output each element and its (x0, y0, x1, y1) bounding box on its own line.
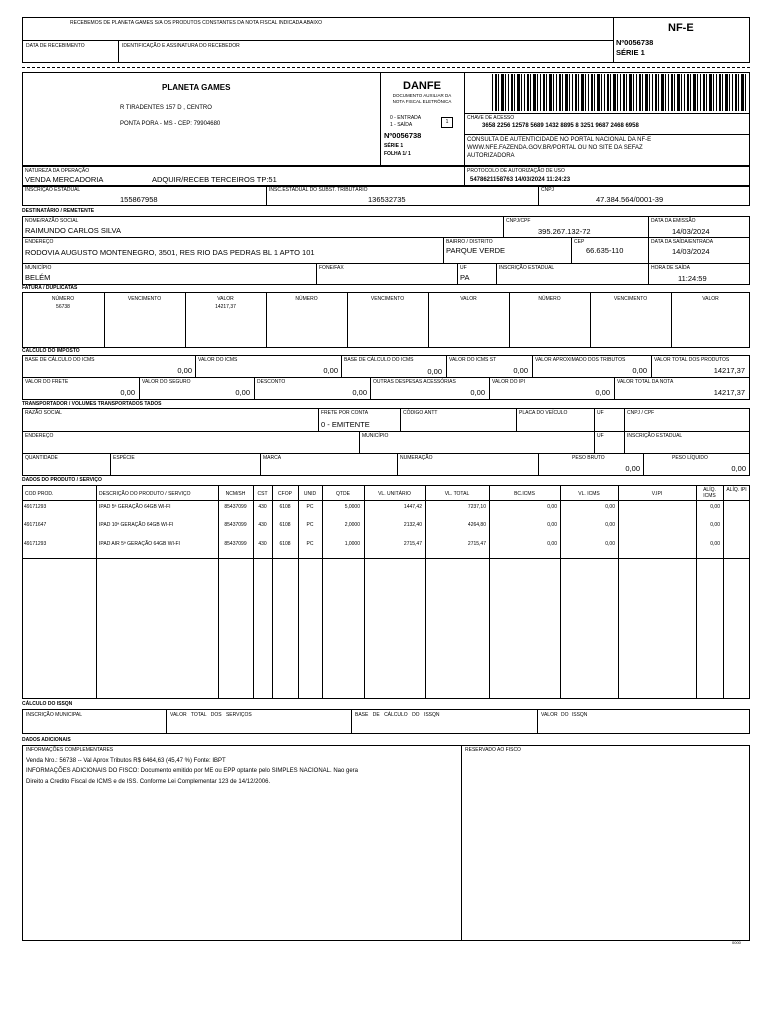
transp-liquido-value: 0,00 (731, 464, 746, 473)
issqn-vs-label: VALOR TOTAL DOS SERVIÇOS (170, 712, 252, 718)
emitente-city: PONTA PORA - MS - CEP: 79904680 (120, 121, 221, 127)
imposto-total-nota-value: 14217,37 (713, 388, 745, 397)
dest-saida-label: DATA DA SAÍDA/ENTRADA (651, 239, 714, 245)
imposto-seguro-label: VALOR DO SEGURO (142, 379, 191, 385)
chave-value: 3658 2256 12578 5689 1432 8895 8 3251 9687 2468 6958 (482, 123, 639, 129)
fatura-vencimento-label-3: VENCIMENTO (613, 296, 648, 302)
emitente-address: R TIRADENTES 157 D , CENTRO (120, 105, 212, 111)
transp-razao-label: RAZÃO SOCIAL (25, 410, 62, 416)
col-unid: UNID (303, 491, 317, 497)
transp-especie-label: ESPÉCIE (113, 455, 135, 461)
issqn-vi-label: VALOR DO ISSQN (541, 712, 588, 718)
table-row-1-ncm: 85437099 (224, 504, 247, 510)
imposto-produtos-label: VALOR TOTAL DOS PRODUTOS (654, 357, 730, 363)
table-row-3-vtotal: 2715,47 (467, 541, 486, 547)
table-row-3-cod: 49171293 (24, 541, 47, 547)
col-aliq-ipi: ALÍQ. IPI (726, 487, 747, 493)
transp-box (22, 408, 750, 476)
table-row-2-desc: IPAD 10ª GERAÇÃO 64GB WI-FI (99, 522, 174, 528)
imposto-bc-icms-st-value: 0,00 (427, 367, 442, 376)
canhoto-numero: Nº0056738 (616, 38, 654, 47)
imposto-tributos-label: VALOR APROXIMADO DOS TRIBUTOS (535, 357, 626, 363)
col-ncm: NCM/SH (225, 491, 246, 497)
transp-marca-label: MARCA (263, 455, 282, 461)
transp-municipio-label: MUNICÍPIO (362, 433, 389, 439)
iest-value: 136532735 (368, 195, 406, 204)
transp-liquido-label: PESO LÍQUIDO (672, 455, 708, 461)
imposto-icms-label: VALOR DO ICMS (198, 357, 238, 363)
imposto-icms-st-label: VALOR DO ICMS ST (449, 357, 497, 363)
emitente-name: PLANETA GAMES (162, 83, 231, 92)
dest-bairro-value: PARQUE VERDE (446, 246, 506, 255)
natureza-box (22, 166, 750, 186)
table-row-3-aliq: 0,00 (710, 541, 720, 547)
col-aliq-icms: ALÍQ. ICMS (703, 487, 716, 499)
canhoto-serie: SÉRIE 1 (616, 48, 645, 57)
ie-value: 155867958 (120, 195, 158, 204)
table-row-1-bcicms: 0,00 (547, 504, 557, 510)
fatura-section: FATURA / DUPLICATAS (22, 285, 78, 291)
imposto-icms-st-value: 0,00 (513, 366, 528, 375)
fatura-valor-label-2: VALOR (460, 296, 477, 302)
imposto-icms-value: 0,00 (323, 366, 338, 375)
produtos-section: DADOS DO PRODUTO / SERVIÇO (22, 477, 102, 483)
imposto-seguro-value: 0,00 (235, 388, 250, 397)
table-row-3-ncm: 85437099 (224, 541, 247, 547)
transp-qtd-label: QUANTIDADE (25, 455, 58, 461)
col-v-ipi: V.IPI (651, 491, 663, 497)
fatura-valor-label-3: VALOR (702, 296, 719, 302)
table-row-3-unid: PC (306, 541, 314, 547)
transp-frete-label: FRETE POR CONTA (321, 410, 369, 416)
canhoto-nfe: NF-E (668, 22, 694, 34)
footer-code: 0000 (732, 940, 741, 945)
imposto-tributos-value: 0,00 (632, 366, 647, 375)
danfe-saida: 1 - SAÍDA (390, 122, 413, 128)
fatura-vencimento-label-1: VENCIMENTO (127, 296, 162, 302)
canhoto-date-label: DATA DE RECEBIMENTO (26, 43, 85, 49)
adicionais-section: DADOS ADICIONAIS (22, 737, 71, 743)
transp-antt-label: CÓDIGO ANTT (403, 410, 438, 416)
dest-cpf-value: 395.267.132-72 (538, 227, 591, 236)
dest-municipio-label: MUNICÍPIO (25, 265, 52, 271)
table-row-2-aliq: 0,00 (710, 522, 720, 528)
natureza-value: VENDA MERCADORIA (25, 175, 104, 184)
imposto-desconto-label: DESCONTO (257, 379, 286, 385)
transp-numeracao-label: NUMERAÇÃO (400, 455, 433, 461)
transp-cnpj-label: CNPJ / CPF (627, 410, 655, 416)
imposto-desconto-value: 0,00 (352, 388, 367, 397)
table-row-2-qtde: 2,0000 (344, 522, 360, 528)
dest-emissao-label: DATA DA EMISSÃO (651, 218, 696, 224)
imposto-section: CÁLCULO DO IMPOSTO (22, 348, 80, 354)
fatura-numero-label-1: NÚMERO (51, 296, 75, 302)
table-row-1-vunit: 1447,42 (403, 504, 422, 510)
dest-uf-value: PA (460, 273, 470, 282)
table-row-1-cst: 430 (258, 504, 267, 510)
danfe-title: DANFE (403, 80, 441, 92)
imposto-outras-value: 0,00 (470, 388, 485, 397)
danfe-numero: Nº0056738 (384, 131, 422, 140)
transp-placa-label: PLACA DO VEÍCULO (519, 410, 568, 416)
dest-hora-label: HORA DE SAÍDA (651, 265, 690, 271)
fatura-valor-label-1: VALOR (217, 296, 234, 302)
danfe-subtitle: DOCUMENTO AUXILIAR DA NOTA FISCAL ELETRÔNICA (392, 93, 452, 104)
dest-endereco-value: RODOVIA AUGUSTO MONTENEGRO, 3501, RES RIO DAS PEDRAS BL 1 APTO 101 (25, 248, 315, 257)
table-row-3-vicms: 0,00 (605, 541, 615, 547)
table-row-3-qtde: 1,0000 (344, 541, 360, 547)
destinatario-section: DESTINATÁRIO / REMETENTE (22, 208, 95, 214)
transportador-section: TRANSPORTADOR / VOLUMES TRANSPORTADOS TADOS (22, 401, 162, 407)
issqn-section: CÁLCULO DO ISSQN (22, 701, 73, 707)
table-row-1-vtotal: 7237,10 (467, 504, 486, 510)
fatura-numero-label-2: NÚMERO (295, 296, 318, 302)
fatura-numero-value: 56738 (56, 304, 70, 310)
table-row-2-vunit: 2132,40 (403, 522, 422, 528)
dest-uf-label: UF (460, 265, 467, 271)
col-vl-total: VL. TOTAL (444, 491, 470, 497)
imposto-frete-label: VALOR DO FRETE (25, 379, 69, 385)
table-row-3-bcicms: 0,00 (547, 541, 557, 547)
dest-nome-value: RAIMUNDO CARLOS SILVA (25, 226, 121, 235)
fisco-label: RESERVADO AO FISCO (465, 747, 521, 753)
protocolo-label: PROTOCOLO DE AUTORIZAÇÃO DE USO (467, 168, 565, 174)
fatura-numero-label-3: NÚMERO (538, 296, 561, 302)
chave-label: CHAVE DE ACESSO (467, 115, 515, 121)
transp-bruto-label: PESO BRUTO (572, 455, 605, 461)
transp-endereco-label: ENDEREÇO (25, 433, 54, 439)
dest-nome-label: NOME/RAZÃO SOCIAL (25, 218, 79, 224)
transp-bruto-value: 0,00 (625, 464, 640, 473)
fatura-valor-value: 14217,37 (215, 304, 236, 310)
table-row-1-cod: 49171293 (24, 504, 47, 510)
imposto-total-nota-label: VALOR TOTAL DA NOTA (617, 379, 674, 385)
transp-frete-value: 0 - EMITENTE (321, 420, 370, 429)
table-row-3-desc: IPAD AIR 5ª GERAÇÃO 64GB WI-FI (99, 541, 180, 547)
natureza-label: NATUREZA DA OPERAÇÃO (25, 168, 90, 174)
col-qtde: QTDE (336, 491, 350, 497)
dest-emissao-value: 14/03/2024 (672, 227, 710, 236)
transp-ie-label: INSCRIÇÃO ESTADUAL (627, 433, 683, 439)
protocolo-value: 5478621158763 14/03/2024 11:24:23 (470, 177, 571, 183)
chave-consulta: CONSULTA DE AUTENTICIDADE NO PORTAL NACIONAL DA NF-E WWW.NFE.FAZENDA.GOV.BR/PORTAL OU NO SITE DA SEFAZ AUTORIZADORA (467, 137, 652, 159)
dest-bairro-label: BAIRRO / DISTRITO (446, 239, 493, 245)
table-row-3-cfop: 6108 (279, 541, 291, 547)
dest-endereco-label: ENDEREÇO (25, 239, 54, 245)
col-descricao: DESCRIÇÃO DO PRODUTO / SERVIÇO (99, 491, 191, 497)
col-vl-icms: VL. ICMS (578, 491, 600, 497)
cnpj-label: CNPJ (541, 187, 555, 193)
fatura-vencimento-label-2: VENCIMENTO (370, 296, 405, 302)
dest-saida-value: 14/03/2024 (672, 247, 710, 256)
danfe-tipo: 1 (441, 117, 453, 128)
imposto-ipi-label: VALOR DO IPI (492, 379, 525, 385)
barcode (492, 74, 746, 111)
col-vl-unitario: VL. UNITÁRIO (378, 491, 411, 497)
table-row-1-aliq: 0,00 (710, 504, 720, 510)
dest-fone-label: FONE/FAX (319, 265, 344, 271)
col-cfop: CFOP (278, 491, 292, 497)
issqn-im-label: INSCRIÇÃO MUNICIPAL (26, 712, 83, 718)
transp-uf-label: UF (597, 410, 604, 416)
table-row-3-vunit: 2715,47 (403, 541, 422, 547)
table-row-2-vtotal: 4264,80 (467, 522, 486, 528)
dest-ie-label: INSCRIÇÃO ESTADUAL (499, 265, 555, 271)
issqn-bc-label: BASE DE CÁLCULO DO ISSQN (355, 712, 440, 718)
col-cst: CST (257, 491, 268, 497)
adicionais-line-3: Direito a Credito Fiscal de ICMS e de ISS. Conforme Lei Complementar 123 de 14/12/2006. (26, 779, 271, 785)
canhoto-sign-label: IDENTIFICAÇÃO E ASSINATURA DO RECEBEDOR (122, 43, 240, 49)
table-row-1-qtde: 5,0000 (344, 504, 360, 510)
produtos-box (22, 485, 750, 699)
natureza-extra: ADQUIR/RECEB TERCEIROS TP:51 (152, 175, 277, 184)
adicionais-line-1: Venda Nro.: 56738 -- Val Aprox Tributos R$ 6464,63 (45,47 %) Fonte: IBPT (26, 758, 226, 764)
table-row-2-vicms: 0,00 (605, 522, 615, 528)
table-row-3-cst: 430 (258, 541, 267, 547)
dest-cep-label: CEP (574, 239, 585, 245)
imposto-frete-value: 0,00 (120, 388, 135, 397)
dest-municipio-value: BELÉM (25, 273, 51, 282)
col-bc-icms: BC.ICMS (514, 491, 535, 497)
transp-uf2-label: UF (597, 433, 604, 439)
imposto-produtos-value: 14217,37 (713, 366, 745, 375)
ie-label: INSCRIÇÃO ESTADUAL (25, 187, 81, 193)
adicionais-line-2: INFORMAÇÕES ADICIONAIS DO FISCO: Documento emitido por ME ou EPP optante pelo SIMPLES NACIONAL. Nao gera (26, 768, 359, 774)
table-row-1-cfop: 6108 (279, 504, 291, 510)
cnpj-value: 47.384.564/0001-39 (596, 195, 664, 204)
dest-cpf-label: CNPJ/CPF (506, 218, 531, 224)
iest-label: INSC.ESTADUAL DO SUBST. TRIBUTÁRIO (269, 187, 368, 193)
table-row-1-desc: IPAD 5ª GERAÇÃO 64GB WI-FI (99, 504, 171, 510)
imposto-bc-icms-value: 0,00 (177, 366, 192, 375)
cut-line (22, 67, 750, 68)
adicionais-info-label: INFORMAÇÕES COMPLEMENTARES (26, 747, 114, 753)
danfe-entrada: 0 - ENTRADA (390, 115, 422, 121)
table-row-2-cst: 430 (258, 522, 267, 528)
table-row-2-cod: 49171647 (24, 522, 47, 528)
col-cod-prod: COD PROD. (25, 491, 54, 497)
dest-hora-value: 11:24:59 (678, 274, 707, 283)
imposto-bc-icms-st-label: BASE DE CÁLCULO DO ICMS (344, 357, 414, 363)
canhoto-text: RECEBEMOS DE PLANETA GAMES S/A OS PRODUTOS CONSTANTES DA NOTA FISCAL INDICADA ABAIXO (70, 20, 323, 26)
dest-cep-value: 66.635-110 (586, 246, 624, 255)
table-row-2-ncm: 85437099 (224, 522, 247, 528)
imposto-bc-icms-label: BASE DE CÁLCULO DO ICMS (25, 357, 95, 363)
table-row-2-bcicms: 0,00 (547, 522, 557, 528)
table-row-1-unid: PC (306, 504, 314, 510)
danfe-serie: SÉRIE 1 (384, 143, 404, 149)
danfe-folha: FOLHA 1/ 1 (384, 151, 411, 157)
imposto-outras-label: OUTRAS DESPESAS ACESSÓRIAS (373, 379, 456, 385)
table-row-1-vicms: 0,00 (605, 504, 615, 510)
table-row-2-cfop: 6108 (279, 522, 291, 528)
table-row-2-unid: PC (306, 522, 314, 528)
imposto-ipi-value: 0,00 (595, 388, 610, 397)
